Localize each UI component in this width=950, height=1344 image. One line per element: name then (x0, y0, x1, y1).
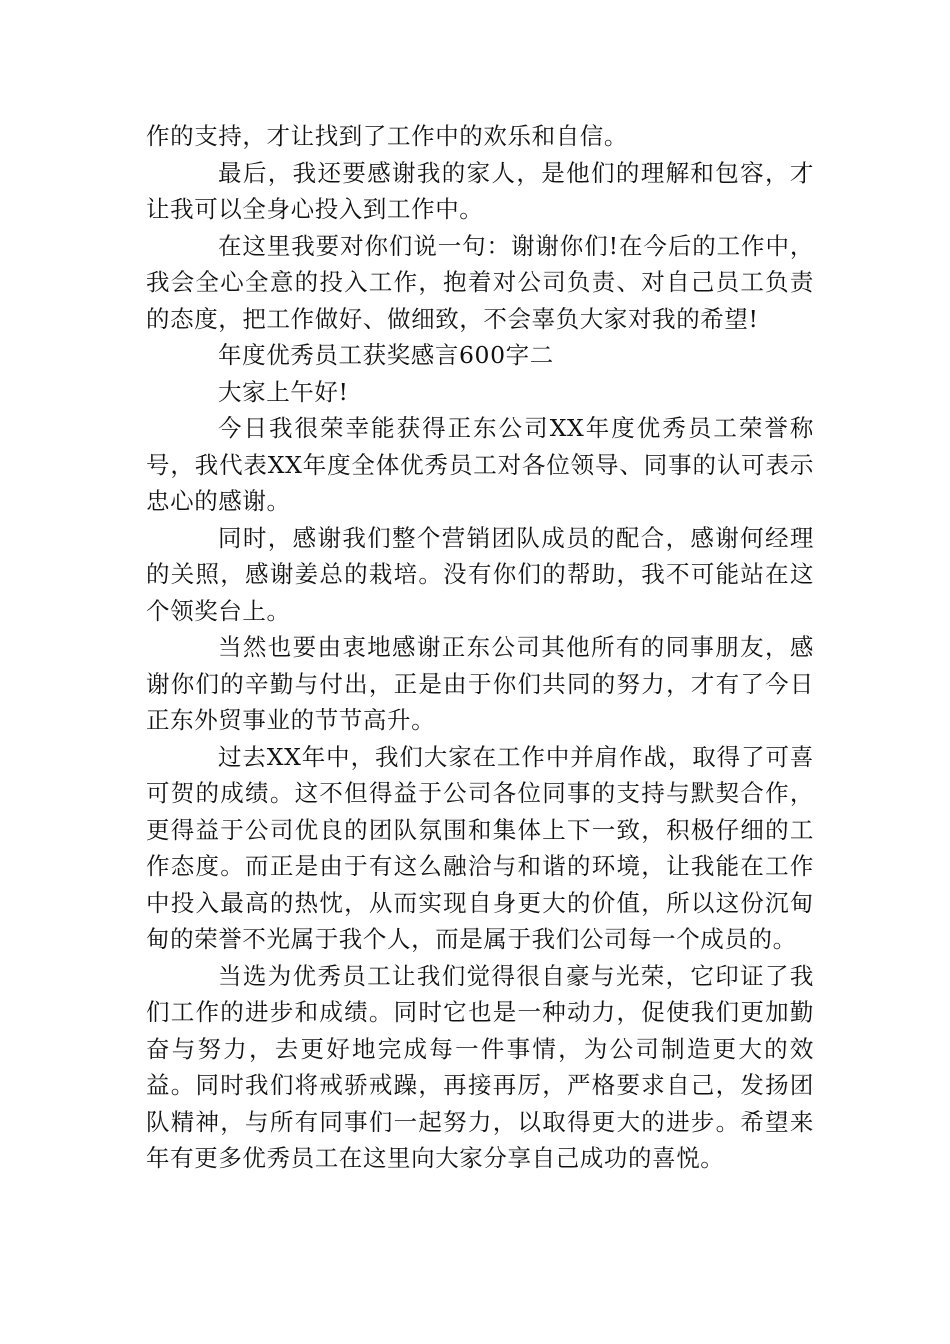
paragraph-1: 作的支持，才让找到了工作中的欢乐和自信。 (146, 122, 628, 150)
paragraph-6: 今日我很荣幸能获得正东公司XX年度优秀员工荣誉称号，我代表XX年度全体优秀员工对各位领导、同事的认可表示忠心的感谢。 (146, 414, 814, 515)
document-page (146, 118, 814, 1177)
paragraph-10: 当选为优秀员工让我们觉得很自豪与光荣，它印证了我们工作的进步和成绩。同时它也是一种动力，促使我们更加勤奋与努力，去更好地完成每一件事情，为公司制造更大的效益。同时我们将戒骄戒躁，再接再厉，严格要求自己，发扬团队精神，与所有同事们一起努力，以取得更大的进步。希望来年有更多优秀员工在这里向大家分享自己成功的喜悦。 (146, 961, 814, 1172)
paragraph-3: 在这里我要对你们说一句：谢谢你们!在今后的工作中，我会全心全意的投入工作，抱着对公司负责、对自己员工负责的态度，把工作做好、做细致，不会辜负大家对我的希望! (146, 231, 814, 333)
paragraph-7: 同时，感谢我们整个营销团队成员的配合，感谢何经理的关照，感谢姜总的栽培。没有你们的帮助，我不可能站在这个领奖台上。 (146, 523, 814, 625)
paragraph-9: 过去XX年中，我们大家在工作中并肩作战，取得了可喜可贺的成绩。这不但得益于公司各位同事的支持与默契合作，更得益于公司优良的团队氛围和集体上下一致，积极仔细的工作态度。而正是由于有这么融洽与和谐的环境，让我能在工作中投入最高的热忱，从而实现自身更大的价值，所以这份沉甸甸的荣誉不光属于我个人，而是属于我们公司每一个成员的。 (146, 742, 814, 953)
paragraph-2: 最后，我还要感谢我的家人，是他们的理解和包容，才让我可以全身心投入到工作中。 (146, 158, 814, 223)
paragraph-8: 当然也要由衷地感谢正东公司其他所有的同事朋友，感谢你们的辛勤与付出，正是由于你们共同的努力，才有了今日正东外贸事业的节节高升。 (146, 633, 814, 734)
greeting: 大家上午好! (218, 377, 349, 406)
section-heading: 年度优秀员工获奖感言600字二 (218, 341, 554, 369)
